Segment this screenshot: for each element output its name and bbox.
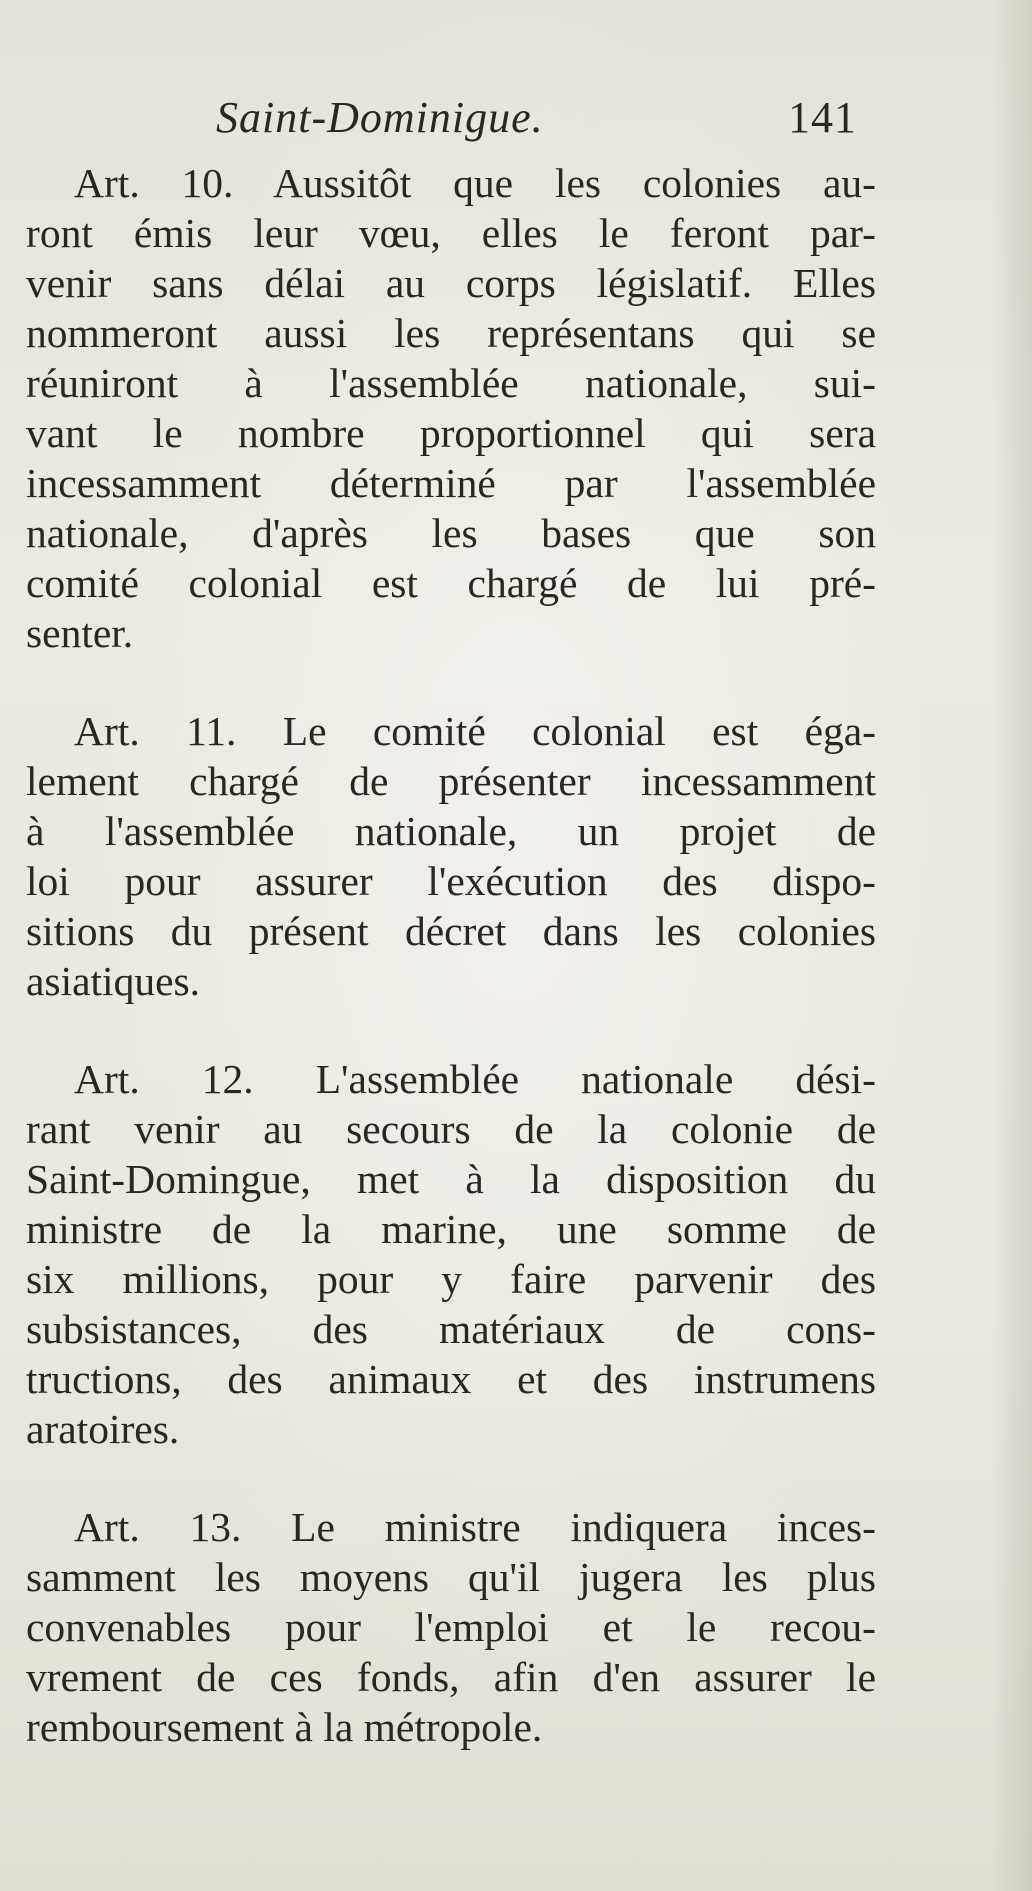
text-line: nationale, d'après les bases que son xyxy=(26,510,876,556)
text-line: sitions du présent décret dans les colonies xyxy=(26,908,876,954)
text-line: convenables pour l'emploi et le recou- xyxy=(26,1604,876,1650)
text-line: asiatiques. xyxy=(26,958,201,1004)
article-12 xyxy=(26,1054,876,1454)
article-11 xyxy=(26,706,876,1006)
text-line: Art. 10. Aussitôt que les colonies au- xyxy=(74,160,876,206)
running-head xyxy=(0,92,1032,152)
text-line: incessamment déterminé par l'assemblée xyxy=(26,460,876,506)
text-line: lement chargé de présenter incessamment xyxy=(26,758,876,804)
text-line: tructions, des animaux et des instrumens xyxy=(26,1356,876,1402)
body-text xyxy=(26,158,876,1800)
text-line: nommeront aussi les représentans qui se xyxy=(26,310,876,356)
text-line: ministre de la marine, une somme de xyxy=(26,1206,876,1252)
text-line: Art. 11. Le comité colonial est éga- xyxy=(74,708,876,754)
article-10 xyxy=(26,158,876,658)
text-line: Art. 12. L'assemblée nationale dési- xyxy=(74,1056,876,1102)
text-line: vrement de ces fonds, afin d'en assurer le xyxy=(26,1654,876,1700)
text-line: Saint-Domingue, met à la disposition du xyxy=(26,1156,876,1202)
text-line: comité colonial est chargé de lui pré- xyxy=(26,560,876,606)
text-line: senter. xyxy=(26,610,134,656)
text-line: loi pour assurer l'exécution des dispo- xyxy=(26,858,876,904)
text-line: venir sans délai au corps législatif. Elles xyxy=(26,260,876,306)
page-number: 141 xyxy=(788,93,857,142)
text-line: samment les moyens qu'il jugera les plus xyxy=(26,1554,876,1600)
text-line: subsistances, des matériaux de cons- xyxy=(26,1306,876,1352)
text-line: à l'assemblée nationale, un projet de xyxy=(26,808,876,854)
article-13 xyxy=(26,1502,876,1752)
text-line: rant venir au secours de la colonie de xyxy=(26,1106,876,1152)
text-line: aratoires. xyxy=(26,1406,180,1452)
running-title: Saint-Dominigue. xyxy=(216,93,544,142)
text-line: remboursement à la métropole. xyxy=(26,1704,543,1750)
text-line: ront émis leur vœu, elles le feront par- xyxy=(26,210,876,256)
text-line: réuniront à l'assemblée nationale, sui- xyxy=(26,360,876,406)
text-line: six millions, pour y faire parvenir des xyxy=(26,1256,876,1302)
text-line: vant le nombre proportionnel qui sera xyxy=(26,410,876,456)
text-line: Art. 13. Le ministre indiquera inces- xyxy=(74,1504,876,1550)
